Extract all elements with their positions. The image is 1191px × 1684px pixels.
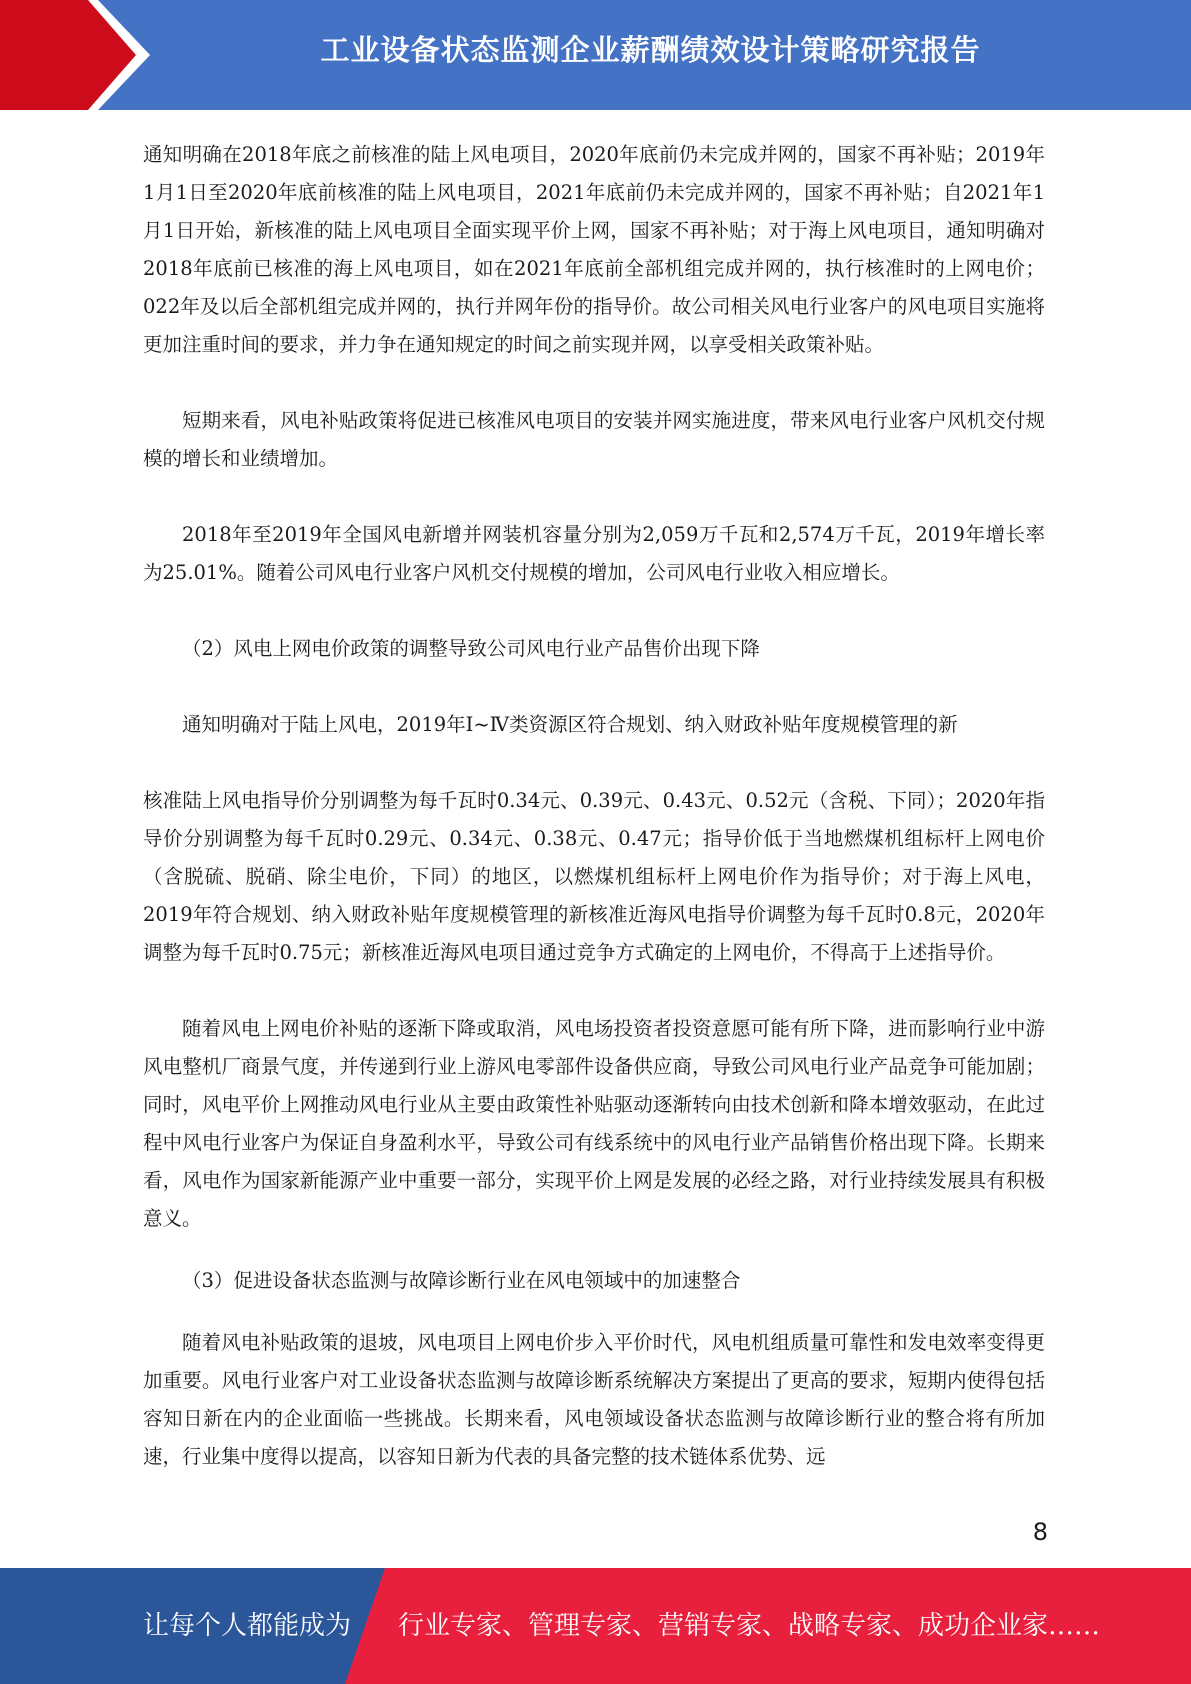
- document-body: [143, 136, 1045, 1476]
- page-number: 8: [1032, 1518, 1048, 1546]
- footer-slogan-right: 行业专家、管理专家、营销专家、战略专家、成功企业家……: [398, 1611, 1101, 1641]
- body-paragraph: 核准陆上风电指导价分别调整为每千瓦时0.34元、0.39元、0.43元、0.52元（含税、下同）；2020年指导价分别调整为每千瓦时0.29元、0.34元、0.38元、0.47元；指导价低于当地燃煤机组标杆上网电价（含脱硫、脱硝、除尘电价，下同）的地区，以燃煤机组标杆上网电价作为指导价；对于海上风电，2019年符合规划、纳入财政补贴年度规模管理的新核准近海风电指导价调整为每千瓦时0.8元，2020年调整为每千瓦时0.75元；新核准近海风电项目通过竞争方式确定的上网电价，不得高于上述指导价。: [143, 789, 1045, 964]
- body-paragraph: 2018年至2019年全国风电新增并网装机容量分别为2,059万千瓦和2,574万千瓦，2019年增长率为25.01%。随着公司风电行业客户风机交付规模的增加，公司风电行业收入相应增长。: [143, 523, 1045, 584]
- body-paragraph: 短期来看，风电补贴政策将促进已核准风电项目的安装并网实施进度，带来风电行业客户风机交付规模的增长和业绩增加。: [143, 409, 1045, 470]
- section-heading: （2）风电上网电价政策的调整导致公司风电行业产品售价出现下降: [182, 637, 760, 660]
- body-paragraph: 通知明确对于陆上风电，2019年Ⅰ~Ⅳ类资源区符合规划、纳入财政补贴年度规模管理的新: [182, 713, 958, 736]
- body-paragraph: 随着风电补贴政策的退坡，风电项目上网电价步入平价时代，风电机组质量可靠性和发电效率变得更加重要。风电行业客户对工业设备状态监测与故障诊断系统解决方案提出了更高的要求，短期内使得包括容知日新在内的企业面临一些挑战。长期来看，风电领域设备状态监测与故障诊断行业的整合将有所加速，行业集中度得以提高，以容知日新为代表的具备完整的技术链体系优势、远: [143, 1331, 1045, 1468]
- section-heading: （3）促进设备状态监测与故障诊断行业在风电领域中的加速整合: [182, 1269, 741, 1292]
- footer-slogan-left: 让每个人都能成为: [143, 1611, 352, 1641]
- page-header: [0, 0, 1191, 110]
- body-paragraph: 随着风电上网电价补贴的逐渐下降或取消，风电场投资者投资意愿可能有所下降，进而影响行业中游风电整机厂商景气度，并传递到行业上游风电零部件设备供应商，导致公司风电行业产品竞争可能加剧；同时，风电平价上网推动风电行业从主要由政策性补贴驱动逐渐转向由技术创新和降本增效驱动，在此过程中风电行业客户为保证自身盈利水平，导致公司有线系统中的风电行业产品销售价格出现下降。长期来看，风电作为国家新能源产业中重要一部分，实现平价上网是发展的必经之路，对行业持续发展具有积极意义。: [143, 1017, 1045, 1230]
- report-title: 工业设备状态监测企业薪酬绩效设计策略研究报告: [320, 33, 981, 67]
- body-paragraph: 通知明确在2018年底之前核准的陆上风电项目，2020年底前仍未完成并网的，国家不再补贴；2019年1月1日至2020年底前核准的陆上风电项目，2021年底前仍未完成并网的，国家不再补贴；自2021年1月1日开始，新核准的陆上风电项目全面实现平价上网，国家不再补贴；对于海上风电项目，通知明确对2018年底前已核准的海上风电项目，如在2021年底前全部机组完成并网的，执行核准时的上网电价；022年及以后全部机组完成并网的，执行并网年份的指导价。故公司相关风电行业客户的风电项目实施将更加注重时间的要求，并力争在通知规定的时间之前实现并网，以享受相关政策补贴。: [143, 143, 1045, 356]
- page-footer: [0, 1568, 1191, 1684]
